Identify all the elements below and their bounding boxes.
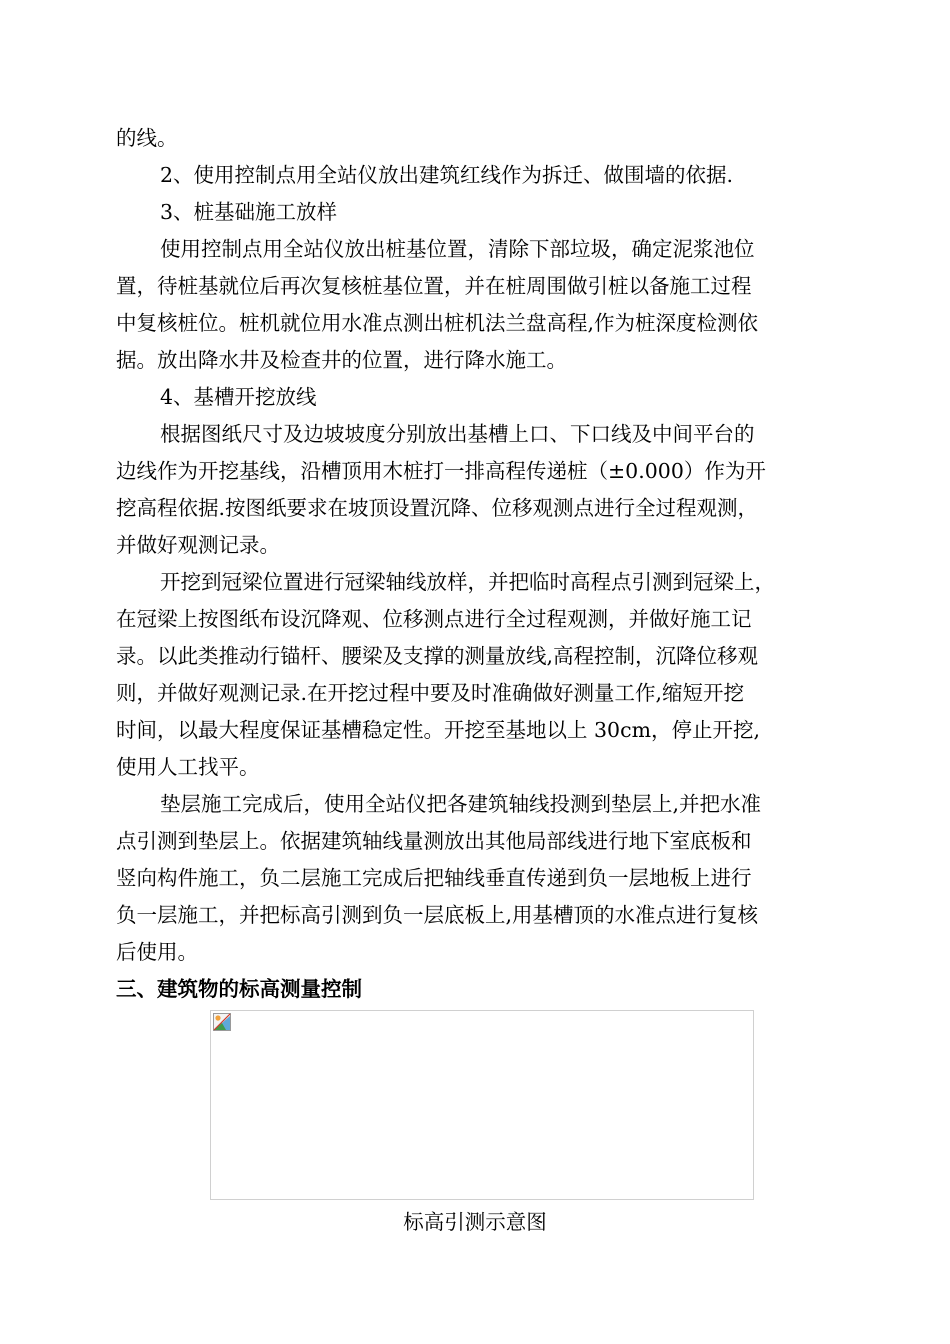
section-heading: 三、建筑物的标高测量控制	[116, 977, 362, 1001]
text-line: 点引测到垫层上。依据建筑轴线量测放出其他局部线进行地下室底板和	[116, 829, 752, 853]
paragraph	[116, 120, 828, 157]
text-line: 负一层施工，并把标高引测到负一层底板上,用基槽顶的水准点进行复核	[116, 903, 759, 927]
figure-image-placeholder	[210, 1010, 754, 1200]
paragraph	[116, 564, 828, 786]
text-line: 挖高程依据.按图纸要求在坡顶设置沉降、位移观测点进行全过程观测，	[116, 496, 759, 520]
text-line: 置，待桩基就位后再次复核桩基位置，并在桩周围做引桩以备施工过程	[116, 274, 752, 298]
figure-caption: 标高引测示意图	[403, 1210, 547, 1234]
text-line: 时间，以最大程度保证基槽稳定性。开挖至基地以上 30cm，停止开挖,	[116, 718, 761, 742]
text-line: 使用人工找平。	[116, 755, 260, 779]
text-line: 录。以此类推动行锚杆、腰梁及支撑的测量放线,高程控制，沉降位移观	[116, 644, 759, 668]
paragraph	[116, 157, 828, 194]
text-line: 的线。	[116, 126, 178, 150]
text-line: 并做好观测记录。	[116, 533, 280, 557]
text-line: 竖向构件施工，负二层施工完成后把轴线垂直传递到负一层地板上进行	[116, 866, 752, 890]
paragraph	[116, 379, 828, 416]
paragraph	[116, 786, 828, 971]
paragraph	[116, 416, 828, 564]
text-line: 中复核桩位。桩机就位用水准点测出桩机法兰盘高程,作为桩深度检测依	[116, 311, 759, 335]
text-line: 2、使用控制点用全站仪放出建筑红线作为拆迁、做围墙的依据.	[160, 163, 734, 187]
paragraph	[116, 231, 828, 379]
text-line: 开挖到冠梁位置进行冠梁轴线放样，并把临时高程点引测到冠梁上，	[160, 570, 775, 594]
text-line: 3、桩基础施工放样	[160, 200, 338, 224]
text-line: 边线作为开挖基线，沿槽顶用木桩打一排高程传递桩（±0.000）作为开	[116, 459, 766, 483]
text-line: 在冠梁上按图纸布设沉降观、位移测点进行全过程观测，并做好施工记	[116, 607, 752, 631]
text-line: 则，并做好观测记录.在开挖过程中要及时准确做好测量工作,缩短开挖	[116, 681, 745, 705]
text-line: 根据图纸尺寸及边坡坡度分别放出基槽上口、下口线及中间平台的	[160, 422, 755, 446]
text-line: 后使用。	[116, 940, 198, 964]
text-line: 据。放出降水井及检查井的位置，进行降水施工。	[116, 348, 567, 372]
text-line: 使用控制点用全站仪放出桩基位置，清除下部垃圾，确定泥浆池位	[160, 237, 755, 261]
paragraph	[116, 194, 828, 231]
document-body	[116, 120, 828, 1008]
broken-image-icon	[213, 1013, 231, 1031]
text-line: 4、基槽开挖放线	[160, 385, 317, 409]
text-line: 垫层施工完成后，使用全站仪把各建筑轴线投测到垫层上,并把水准	[160, 792, 762, 816]
